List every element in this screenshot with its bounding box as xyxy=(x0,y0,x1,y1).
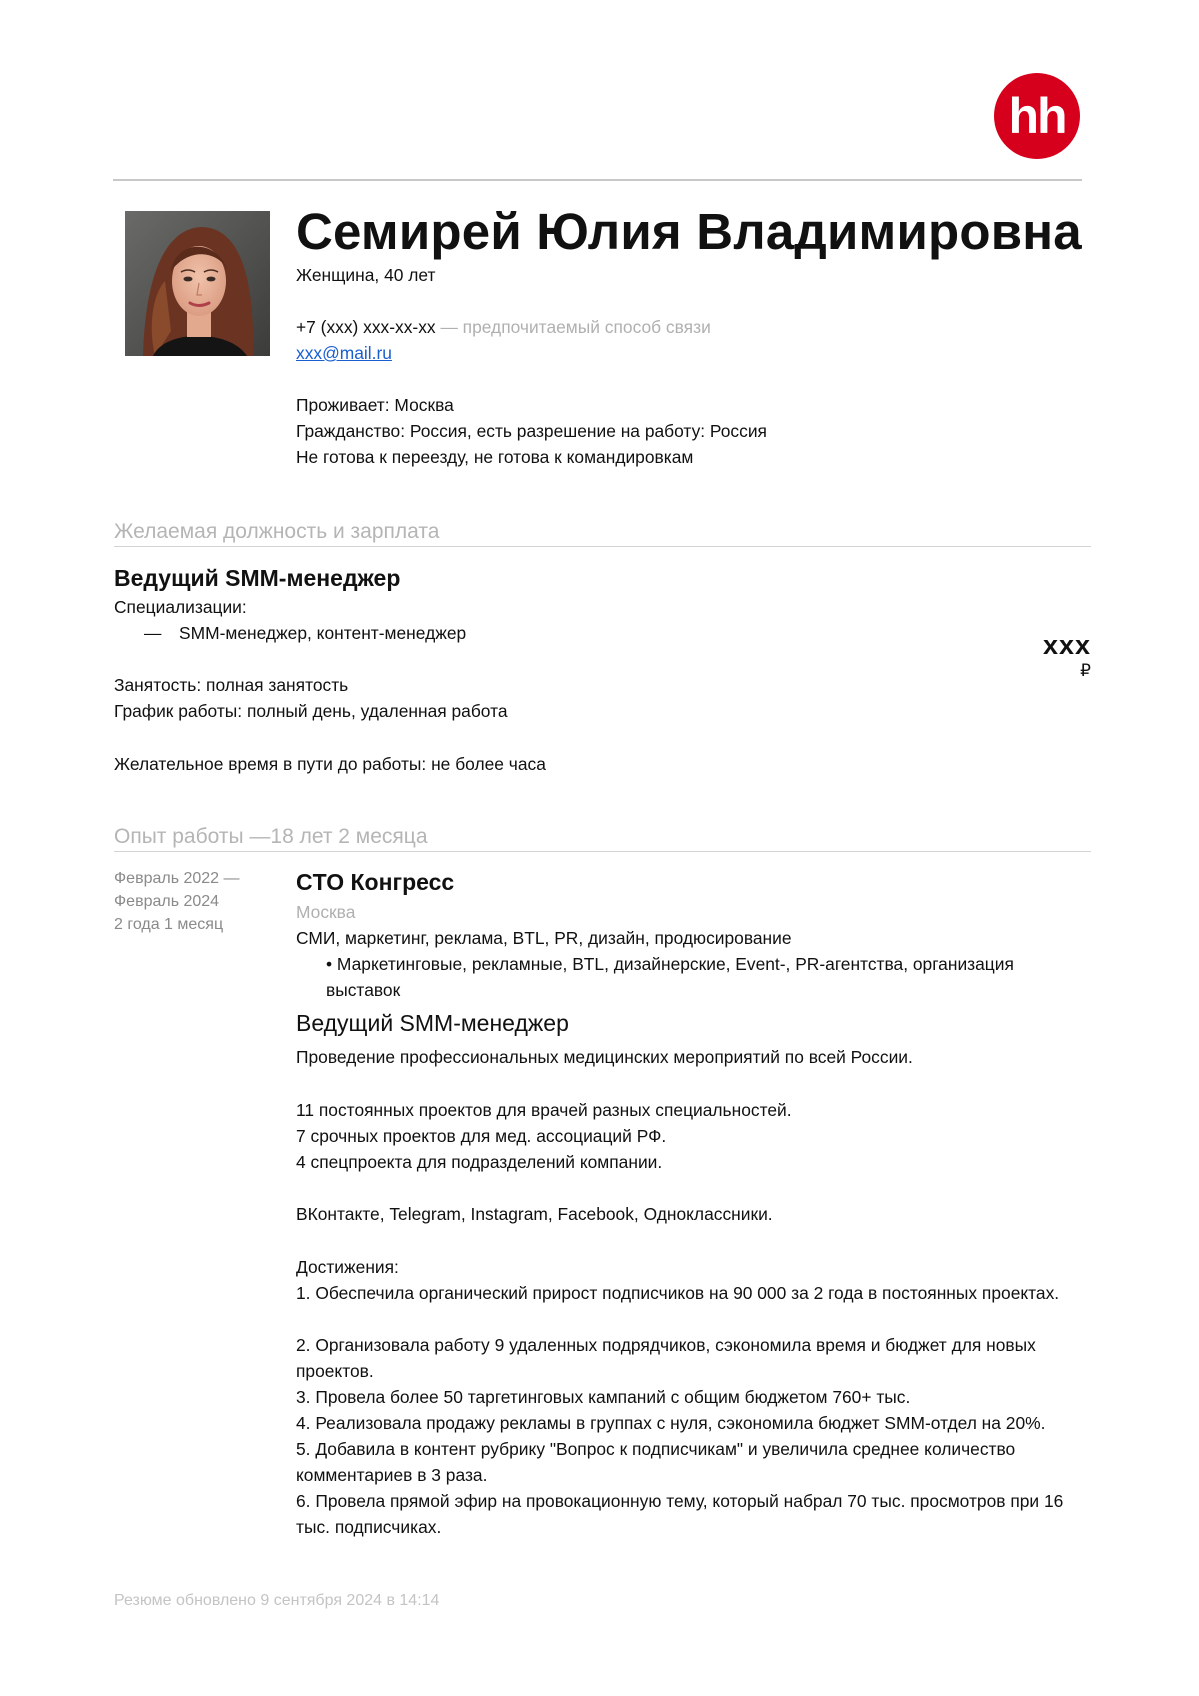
hh-logo: hh xyxy=(994,73,1080,159)
specializations-label: Специализации: xyxy=(114,597,247,617)
work-schedule: График работы: полный день, удаленная работа xyxy=(114,701,508,721)
header-divider xyxy=(113,179,1082,181)
job-duration: 2 года 1 месяц xyxy=(114,916,224,933)
employment-type: Занятость: полная занятость xyxy=(114,675,349,695)
achievement-item: 6. Провела прямой эфир на провокационную тему, который набрал 70 тыс. просмотров при 16 тыс. подписчиках. xyxy=(296,1491,1064,1537)
gender-age: Женщина, 40 лет xyxy=(296,265,436,285)
project-line: 11 постоянных проектов для врачей разных специальностей. xyxy=(296,1100,792,1120)
company-name: CTO Конгресс xyxy=(296,869,455,895)
relocation-status: Не готова к переезду, не готова к командировкам xyxy=(296,447,694,467)
profile-photo xyxy=(125,211,270,356)
achievement-item: 4. Реализовала продажу рекламы в группах с нуля, сэкономила бюджет SMM-отдел на 20%. xyxy=(296,1413,1046,1433)
desired-position-title: Ведущий SMM-менеджер xyxy=(114,565,401,591)
achievement-item: 1. Обеспечила органический прирост подписчиков на 90 000 за 2 года в постоянных проектах. xyxy=(296,1283,1060,1303)
resume-updated-footer: Резюме обновлено 9 сентября 2024 в 14:14 xyxy=(114,1592,440,1609)
specialization-dash: — xyxy=(144,623,162,643)
achievement-item: 2. Организовала работу 9 удаленных подрядчиков, сэкономила время и бюджет для новых проектов. xyxy=(296,1335,1036,1381)
residence: Проживает: Москва xyxy=(296,395,454,415)
company-city: Москва xyxy=(296,902,356,922)
phone-preference-note: — предпочитаемый способ связи xyxy=(440,317,711,337)
company-industry-detail: • Маркетинговые, рекламные, BTL, дизайнерские, Event-, PR-агентства, организация выставок xyxy=(326,954,1014,1000)
section-title-experience: Опыт работы —18 лет 2 месяца xyxy=(114,825,428,848)
email-link[interactable]: xxx@mail.ru xyxy=(296,343,392,363)
section-divider xyxy=(114,546,1091,547)
job-period-end: Февраль 2024 xyxy=(114,893,220,910)
job-period-start: Февраль 2022 — xyxy=(114,870,240,887)
candidate-name: Семирей Юлия Владимировна xyxy=(296,203,1082,260)
company-industry: СМИ, маркетинг, реклама, BTL, PR, дизайн, продюсирование xyxy=(296,928,792,948)
commute-time: Желательное время в пути до работы: не более часа xyxy=(114,754,546,774)
salary xyxy=(1043,629,1091,681)
section-divider xyxy=(114,851,1091,852)
job-description: Проведение профессиональных медицинских мероприятий по всей России. xyxy=(296,1047,913,1067)
job-title: Ведущий SMM-менеджер xyxy=(296,1010,569,1036)
specialization-item: SMM-менеджер, контент-менеджер xyxy=(179,623,467,643)
citizenship: Гражданство: Россия, есть разрешение на работу: Россия xyxy=(296,421,767,441)
salary-amount: xxx xyxy=(1042,630,1091,660)
achievement-item: 5. Добавила в контент рубрику "Вопрос к подписчикам" и увеличила среднее количество комментариев в 3 раза. xyxy=(296,1439,1016,1485)
achievement-item: 3. Провела более 50 таргетинговых кампаний с общим бюджетом 760+ тыс. xyxy=(296,1387,911,1407)
contact-email[interactable] xyxy=(296,340,392,366)
project-line: 7 срочных проектов для мед. ассоциаций РФ. xyxy=(296,1126,667,1146)
contact-phone-line xyxy=(296,314,711,340)
achievements-label: Достижения: xyxy=(296,1257,399,1277)
phone-number[interactable]: +7 (xxx) xxx-xx-xx xyxy=(296,317,436,337)
section-title-desired-position: Желаемая должность и зарплата xyxy=(114,520,440,543)
project-line: 4 спецпроекта для подразделений компании. xyxy=(296,1152,663,1172)
salary-currency: ₽ xyxy=(1080,661,1091,680)
social-platforms: ВКонтакте, Telegram, Instagram, Facebook, Одноклассники. xyxy=(296,1204,773,1224)
